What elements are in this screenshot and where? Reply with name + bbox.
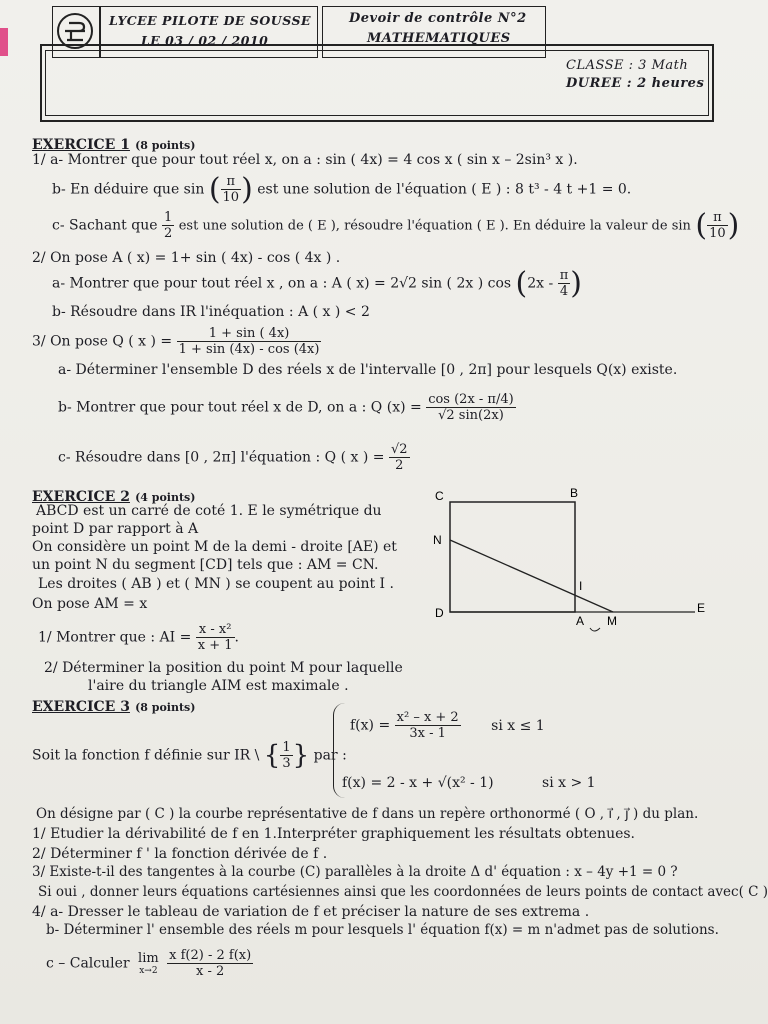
ex3-line5: Si oui , donner leurs équations cartésiennes ainsi que les coordonnées de leurs points de contact avec( C ) xyxy=(38,884,768,900)
ex3-case2 xyxy=(342,775,596,791)
pi-num-3: π xyxy=(559,268,569,283)
ex3-heading xyxy=(32,696,195,715)
lim-sub: x→2 xyxy=(139,966,158,976)
ex1-q3c-text: c- Résoudre dans [0 , 2π] l'équation : Q ( x ) = xyxy=(58,449,385,466)
exam-date: LE 03 / 02 / 2010 xyxy=(141,33,269,48)
ex1-q3b-text: b- Montrer que pour tout réel x de D, on a : Q (x) = xyxy=(58,399,422,416)
lim-text: lim xyxy=(138,951,159,966)
ex1-q2a: a- Montrer que pour tout réel x , on a : A ( x) = 2√2 sin ( 2x ) cos (2x - $\frac{\pi}{4}$ ) xyxy=(52,266,582,301)
ex1-q1c-text: c- Sachant que xyxy=(52,217,158,234)
ex1-q2b: b- Résoudre dans IR l'inéquation : A ( x ) < 2 xyxy=(52,304,370,320)
ex1-q1b: b- En déduire que sin ( $\frac{\pi}{10}$ ) est une solution de l'équation ( E ) : 8 t³ - 4 t +1 = 0. xyxy=(52,172,632,207)
ex3-line1: On désigne par ( C ) la courbe représentative de f dans un repère orthonormé ( O , i⃗ , j⃗ ) du plan. xyxy=(36,806,699,822)
q3b-num: cos (2x - π/4) xyxy=(428,392,514,407)
label-n: N xyxy=(433,533,442,547)
case2-cond: si x > 1 xyxy=(542,775,596,791)
ex2-line2: point D par rapport à A xyxy=(32,521,199,537)
ex2-points: (4 points) xyxy=(135,491,196,504)
lim-den: x - 2 xyxy=(196,964,225,979)
label-i: I xyxy=(579,579,583,593)
ex2-q2b: l'aire du triangle AIM est maximale . xyxy=(88,678,349,694)
q-den: 1 + sin (4x) - cos (4x) xyxy=(178,342,320,357)
ex2-title: EXERCICE 2 xyxy=(32,489,130,505)
square-figure xyxy=(425,482,725,642)
case1-cond: si x ≤ 1 xyxy=(491,717,545,734)
label-b: B xyxy=(570,486,579,500)
ex3-def-text: Soit la fonction f définie sur IR \ xyxy=(32,747,260,764)
exam-cell xyxy=(322,6,546,58)
case1-num: x² – x + 2 xyxy=(396,710,459,725)
exam-title: Devoir de contrôle N°2 xyxy=(349,11,527,26)
two-den: 2 xyxy=(395,458,404,473)
case1-den: 3x - 1 xyxy=(409,726,446,741)
ex1-q1c: c- Sachant que $\frac{1}{2}$ est une solution de ( E ), résoudre l'équation ( E ). En déduire la valeur de sin ( $\frac{\pi}{10}$ ) xyxy=(52,208,740,243)
q-num: 1 + sin ( 4x) xyxy=(177,326,322,342)
label-d: D xyxy=(435,606,444,620)
ex1-q1b-rest: est une solution de l'équation ( E ) : 8 t³ - 4 t +1 = 0. xyxy=(257,181,632,198)
ex1-title: EXERCICE 1 xyxy=(32,137,130,153)
ex2-line1: ABCD est un carré de coté 1. E le symétrique du xyxy=(36,503,382,519)
ex2-q1: 1/ Montrer que : AI = $\frac{\text{x - x²}}{x + 1}$ . xyxy=(38,622,239,653)
label-m: M xyxy=(607,614,617,628)
logo-cell xyxy=(52,6,100,58)
ex2-line6: On pose AM = x xyxy=(32,596,148,612)
ex1-heading xyxy=(32,134,195,153)
ex1-q3 xyxy=(32,326,321,357)
sqrt2-num: √2 xyxy=(390,442,408,457)
ten-den: 10 xyxy=(222,190,240,205)
ex3-definition: Soit la fonction f définie sur IR \ { $\frac{1}{3}$ } par : xyxy=(32,740,347,771)
ex1-q3b xyxy=(58,392,516,423)
label-c: C xyxy=(435,489,444,503)
ex1-q3-text: 3/ On pose Q ( x ) = xyxy=(32,333,173,350)
ex2-line3: On considère un point M de la demi - droite [AE) et xyxy=(32,539,397,555)
ex1-q1b-text: b- En déduire que sin xyxy=(52,181,205,198)
half-num: 1 xyxy=(163,210,173,225)
square-abcd xyxy=(450,502,575,612)
ai-num: x - x² xyxy=(196,622,235,638)
half-den: 2 xyxy=(163,226,173,241)
ex3-line7: b- Déterminer l' ensemble des réels m pour lesquels l' équation f(x) = m n'admet pas de solutions. xyxy=(46,922,719,938)
ex2-q1-text: 1/ Montrer que : AI = xyxy=(38,629,192,646)
line-nm xyxy=(450,540,613,612)
ex3-points: (8 points) xyxy=(135,701,196,714)
ex3-line3: 2/ Déterminer f ' la fonction dérivée de f . xyxy=(32,846,328,862)
class-label: CLASSE : 3 Math xyxy=(566,58,689,73)
ex3-line6: 4/ a- Dresser le tableau de variation de f et préciser la nature de ses extrema . xyxy=(32,904,590,920)
ex1-q3c xyxy=(58,442,410,473)
ex1-q1a: 1/ a- Montrer que pour tout réel x, on a : sin ( 4x) = 4 cos x ( sin x – 2sin³ x ). xyxy=(32,152,578,168)
ex3-par: par : xyxy=(313,747,347,764)
ai-den: x + 1 xyxy=(197,638,233,653)
school-name: LYCEE PILOTE DE SOUSSE xyxy=(109,13,311,28)
set-den: 3 xyxy=(282,756,291,771)
duration-label: DUREE : 2 heures xyxy=(566,76,705,91)
label-e: E xyxy=(697,601,706,615)
ex1-q2a-text: a- Montrer que pour tout réel x , on a : A ( x) = 2√2 sin ( 2x ) cos xyxy=(52,275,512,292)
ex2-line4: un point N du segment [CD] tels que : AM = CN. xyxy=(32,557,379,573)
pi-num-2: π xyxy=(707,210,728,226)
q3b-den: √2 sin(2x) xyxy=(438,408,504,423)
ex1-points: (8 points) xyxy=(135,139,196,152)
label-a: A xyxy=(576,614,585,628)
ex3-case1 xyxy=(350,710,545,741)
ten-den-2: 10 xyxy=(709,226,726,241)
ex3-line2: 1/ Etudier la dérivabilité de f en 1.Interpréter graphiquement les résultats obtenues. xyxy=(32,826,636,842)
set-num: 1 xyxy=(282,740,291,755)
pen-mark xyxy=(590,628,600,631)
ex2-line5: Les droites ( AB ) et ( MN ) se coupent au point I . xyxy=(38,576,394,592)
case2-expr: f(x) = 2 - x + √(x² - 1) xyxy=(342,775,494,791)
school-cell xyxy=(100,6,318,58)
pi-num: π xyxy=(221,174,242,190)
lim-num: x f(2) - 2 f(x) xyxy=(169,948,252,963)
ex1-q3a: a- Déterminer l'ensemble D des réels x de l'intervalle [0 , 2π] pour lesquels Q(x) existe. xyxy=(58,362,678,378)
ex3-q4c-text: c – Calculer xyxy=(46,955,130,972)
ex3-title: EXERCICE 3 xyxy=(32,699,130,715)
ex1-q2a-inner: 2x - xyxy=(527,275,554,292)
four-den: 4 xyxy=(559,284,569,299)
subject: MATHEMATIQUES xyxy=(367,31,511,46)
school-logo-icon xyxy=(53,7,97,55)
pink-margin-mark xyxy=(0,28,8,56)
case1-lhs: f(x) = xyxy=(350,717,391,734)
ex2-q2a: 2/ Déterminer la position du point M pour laquelle xyxy=(44,660,403,676)
ex1-q2: 2/ On pose A ( x) = 1+ sin ( 4x) - cos ( 4x ) . xyxy=(32,250,341,266)
ex3-line8 xyxy=(46,948,253,979)
ex3-line4: 3/ Existe-t-il des tangentes à la courbe (C) parallèles à la droite Δ d' équation : x – 4y +1 = 0 ? xyxy=(32,864,678,880)
ex1-q1c-rest: est une solution de ( E ), résoudre l'équation ( E ). En déduire la valeur de sin xyxy=(178,218,691,234)
